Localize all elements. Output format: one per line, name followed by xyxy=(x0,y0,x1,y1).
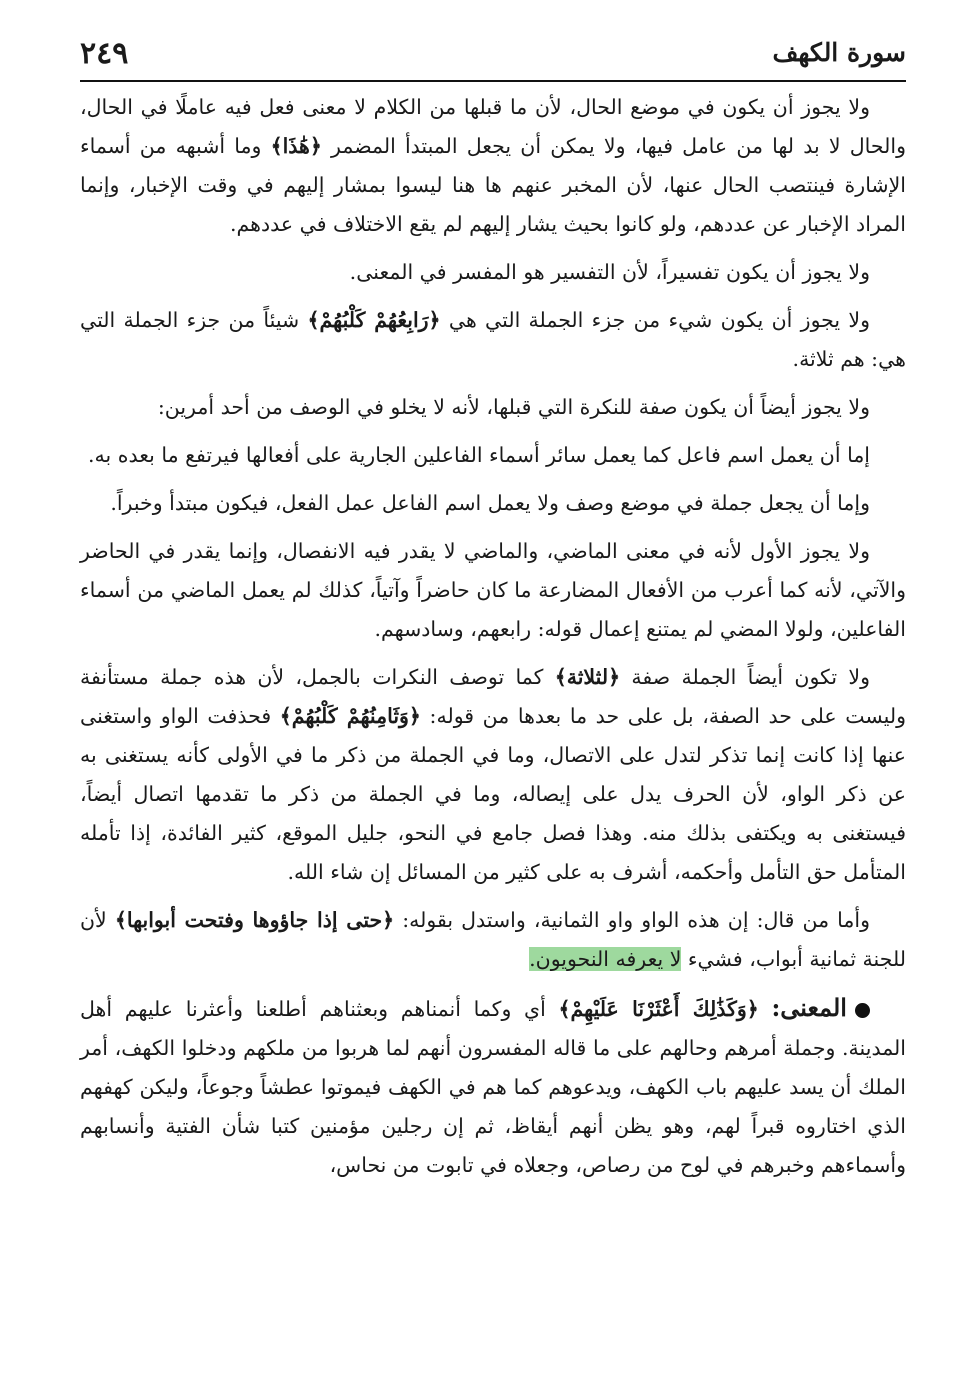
text: ولا يجوز أيضاً أن يكون صفة للنكرة التي قبلها، لأنه لا يخلو في الوصف من أحد أمرين: xyxy=(157,395,870,419)
surah-title: سورة الكهف xyxy=(772,38,906,67)
text: شيئاً من جزء الجملة التي هي: هم ثلاثة. xyxy=(80,308,906,371)
paragraph-option-2 xyxy=(80,484,906,523)
paragraph-jumla xyxy=(80,658,906,892)
text: لأن للجنة ثمانية أبواب، فشيء xyxy=(80,908,906,971)
text: ولا تكون أيضاً الجملة صفة xyxy=(620,665,871,689)
paragraph-tafsir xyxy=(80,253,906,292)
bullet-icon xyxy=(855,1003,870,1018)
text: ولا يجوز أن يكون تفسيراً، لأن التفسير هو المفسر في المعنى. xyxy=(349,260,870,284)
paragraph-sifa xyxy=(80,388,906,427)
text: كما توصف النكرات بالجمل، لأن هذه جملة مستأنفة وليست على حد الصفة، بل على حد ما بعدها من قوله: xyxy=(80,665,906,728)
text: إما أن يعمل اسم فاعل كما يعمل سائر أسماء الفاعلين الجارية على أفعالها فيرتفع ما بعده به. xyxy=(88,443,870,467)
quran-citation: ﴿لثلاثة﴾ xyxy=(554,665,621,689)
paragraph-meaning xyxy=(80,988,906,1185)
text: ولا يجوز أن يكون شيء من جزء الجملة التي هي xyxy=(440,308,870,332)
paragraph-juz xyxy=(80,301,906,379)
paragraph-option-1 xyxy=(80,436,906,475)
text: ولا يجوز أن يكون في موضع الحال، لأن ما قبلها من الكلام لا معنى فعل فيه عاملًا في الحال، والحال لا بد لها من عامل فيها، ولا يمكن أن يجعل المبتدأ المضمر xyxy=(80,95,906,158)
quran-citation: ﴿حتى إذا جاؤوها وفتحت أبوابها﴾ xyxy=(114,908,395,932)
text: أي وكما أنمناهم وبعثناهم أطلعنا وأعثرنا عليهم أهل المدينة. وجملة أمرهم وحالهم على ما قاله المفسرون أنهم لما هربوا من ملكهم ودخلوا الكهف، أمر الملك أن يسد عليهم باب الكهف، ويدعوهم كما هم في الكهف فيموتوا عطشاً وجوعاً، وليكن كهفهم الذي اختاروه قبراً لهم، وهو يظن أنهم أيقاظ، ثم إن رجلين مؤمنين كتبا شأن الفتية وأنسابهم وأسماءهم وخبرهم في لوح من رصاص، وجعلاه في تابوت من نحاس، xyxy=(80,997,906,1177)
text: وأما من قال: إن هذه الواو واو الثمانية، واستدل بقوله: xyxy=(394,908,871,932)
page-number: ٢٤٩ xyxy=(80,36,129,71)
page-header xyxy=(80,36,906,82)
quran-citation: ﴿وَكَذَٰلِكَ أَعْثَرْنَا عَلَيْهِمْ﴾ xyxy=(558,997,759,1021)
text: وما أشبهه من أسماء الإشارة فينتصب الحال عنها، لأن المخبر عنهم ها هنا ليسوا بمشار إليهم في وقت الإخبار، وإنما المراد الإخبار عن عددهم، ولو كانوا بحيث يشار إليهم لم يقع الاختلاف في عددهم. xyxy=(80,134,906,236)
text: ولا يجوز الأول لأنه في معنى الماضي، والماضي لا يقدر فيه الانفصال، وإنما يقدر في الحاضر والآتي، لأنه كما أعرب من الأفعال المضارعة ما كان حاضراً وآتياً، كذلك لم يعمل الماضي من أسماء الفاعلين، ولولا المضي لم يمتنع إعمال قوله: رابعهم، وسادسهم. xyxy=(80,539,906,641)
paragraph-hal xyxy=(80,88,906,244)
quran-citation: ﴿وَثَامِنُهُمْ كَلْبُهُمْ﴾ xyxy=(279,704,421,728)
text: وإما أن يجعل جملة في موضع وصف ولا يعمل اسم الفاعل عمل الفعل، فيكون مبتدأ وخبراً. xyxy=(110,491,870,515)
text: فحذفت الواو واستغنى عنها إذا كانت إنما تذكر لتدل على الاتصال، وما في الجملة من ذكر ما في الأولى كأنه يستغنى به عن ذكر الواو، لأن الحرف يدل على إيصاله، وما في الجملة من ذكر ما تقدمها اتصال أيضاً، فيستغنى به ويكتفى بذلك منه. وهذا فصل جامع في النحو، جليل الموقع، كثير الفائدة، إذا تأمله المتأمل حق التأمل وأحكمه، أشرف به على كثير من المسائل إن شاء الله. xyxy=(80,704,906,884)
meaning-label: المعنى: xyxy=(771,993,847,1022)
paragraph-madi xyxy=(80,532,906,649)
quran-citation: ﴿رَابِعُهُمْ كَلْبُهُمْ﴾ xyxy=(307,308,441,332)
page-body xyxy=(80,88,906,1194)
highlighted-text: لا يعرفه النحويون. xyxy=(529,947,682,971)
quran-citation: ﴿هَٰذَا﴾ xyxy=(270,134,322,158)
paragraph-waw-thamaniya xyxy=(80,901,906,979)
